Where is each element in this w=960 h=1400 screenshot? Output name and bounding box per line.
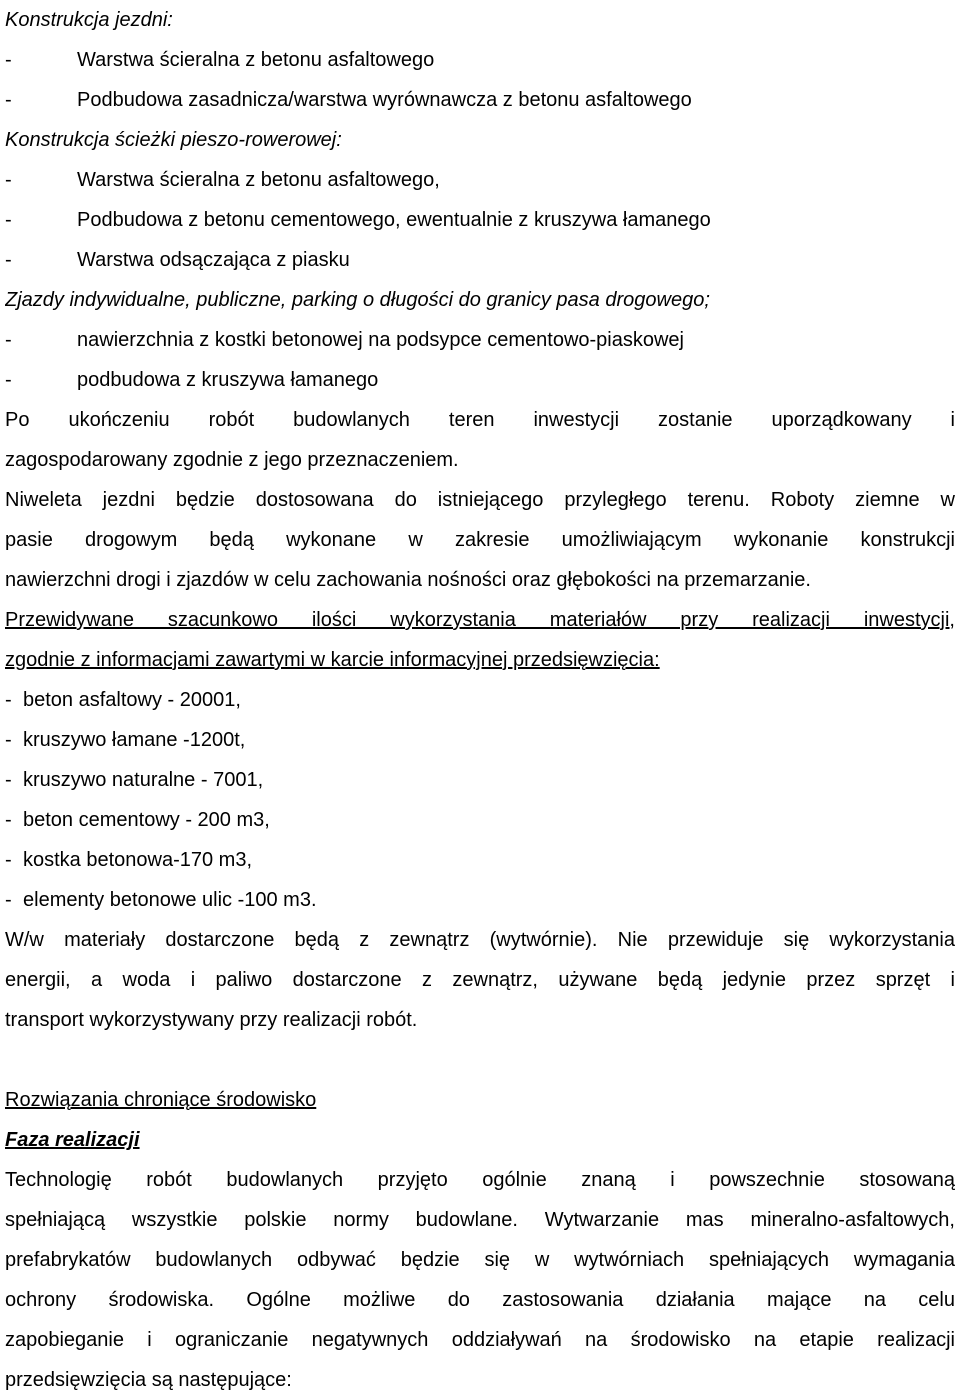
dash: - [5,249,12,271]
environment-paragraph-line: ochrony środowiska. Ogólne możliwe do zastosowania działania mające na celu [5,1289,955,1311]
list-item: - beton asfaltowy - 20001, [5,680,955,720]
list-item: - podbudowa z kruszywa łamanego [5,360,955,400]
list-item: - Warstwa odsączająca z piasku [5,240,955,280]
niveleta-paragraph-line: pasie drogowym będą wykonane w zakresie umożliwiającym wykonanie konstrukcji [5,529,955,551]
list-item: - nawierzchnia z kostki betonowej na podsypce cementowo-piaskowej [5,320,955,360]
environment-paragraph-line: zapobieganie i ograniczanie negatywnych oddziaływań na środowisko na etapie realizacji [5,1329,955,1351]
list-item: - Podbudowa zasadnicza/warstwa wyrównawcza z betonu asfaltowego [5,80,955,120]
list-item: - Podbudowa z betonu cementowego, ewentualnie z kruszywa łamanego [5,200,955,240]
completion-paragraph-line: Po ukończeniu robót budowlanych teren inwestycji zostanie uporządkowany i [5,409,955,431]
materials-heading-line: zgodnie z informacjami zawartymi w karcie informacyjnej przedsięwzięcia: [5,649,660,671]
dash: - [5,809,12,831]
materials-heading-line: Przewidywane szacunkowo ilości wykorzystania materiałów przy realizacji inwestycji, [5,609,955,631]
spacer [5,1040,955,1080]
driveways-heading: Zjazdy indywidualne, publiczne, parking o długości do granicy pasa drogowego; [5,289,710,311]
environment-paragraph-line: spełniającą wszystkie polskie normy budowlane. Wytwarzanie mas mineralno-asfaltowych, [5,1209,955,1231]
dash: - [5,329,12,351]
list-item: - beton cementowy - 200 m3, [5,800,955,840]
environment-paragraph-line: przedsięwzięcia są następujące: [5,1369,292,1391]
niveleta-paragraph-line: Niweleta jezdni będzie dostosowana do istniejącego przyległego terenu. Roboty ziemne w [5,489,955,511]
list-item: - Warstwa ścieralna z betonu asfaltowego, [5,160,955,200]
list-item: - kostka betonowa-170 m3, [5,840,955,880]
dash: - [5,169,12,191]
environment-paragraph-line: prefabrykatów budowlanych odbywać będzie się w wytwórniach spełniających wymagania [5,1249,955,1271]
dash: - [5,849,12,871]
niveleta-paragraph-line: nawierzchni drogi i zjazdów w celu zachowania nośności oraz głębokości na przemarzanie. [5,569,811,591]
supply-paragraph-line: energii, a woda i paliwo dostarczone z zewnątrz, używane będą jedynie przez sprzęt i [5,969,955,991]
list-item: - kruszywo łamane -1200t, [5,720,955,760]
dash: - [5,889,12,911]
list-item: - Warstwa ścieralna z betonu asfaltowego [5,40,955,80]
completion-paragraph-line: zagospodarowany zgodnie z jego przeznaczeniem. [5,449,459,471]
dash: - [5,369,12,391]
dash: - [5,729,12,751]
environment-heading: Rozwiązania chroniące środowisko [5,1089,317,1111]
supply-paragraph-line: W/w materiały dostarczone będą z zewnątrz (wytwórnie). Nie przewiduje się wykorzystania [5,929,955,951]
dash: - [5,89,12,111]
dash: - [5,689,12,711]
dash: - [5,49,12,71]
dash: - [5,209,12,231]
environment-paragraph-line: Technologię robót budowlanych przyjęto ogólnie znaną i powszechnie stosowaną [5,1169,955,1191]
supply-paragraph-line: transport wykorzystywany przy realizacji robót. [5,1009,418,1031]
list-item: - elementy betonowe ulic -100 m3. [5,880,955,920]
path-heading: Konstrukcja ścieżki pieszo-rowerowej: [5,129,342,151]
list-item: - kruszywo naturalne - 7001, [5,760,955,800]
phase-subheading: Faza realizacji [5,1129,140,1151]
road-heading: Konstrukcja jezdni: [5,9,173,31]
dash: - [5,769,12,791]
